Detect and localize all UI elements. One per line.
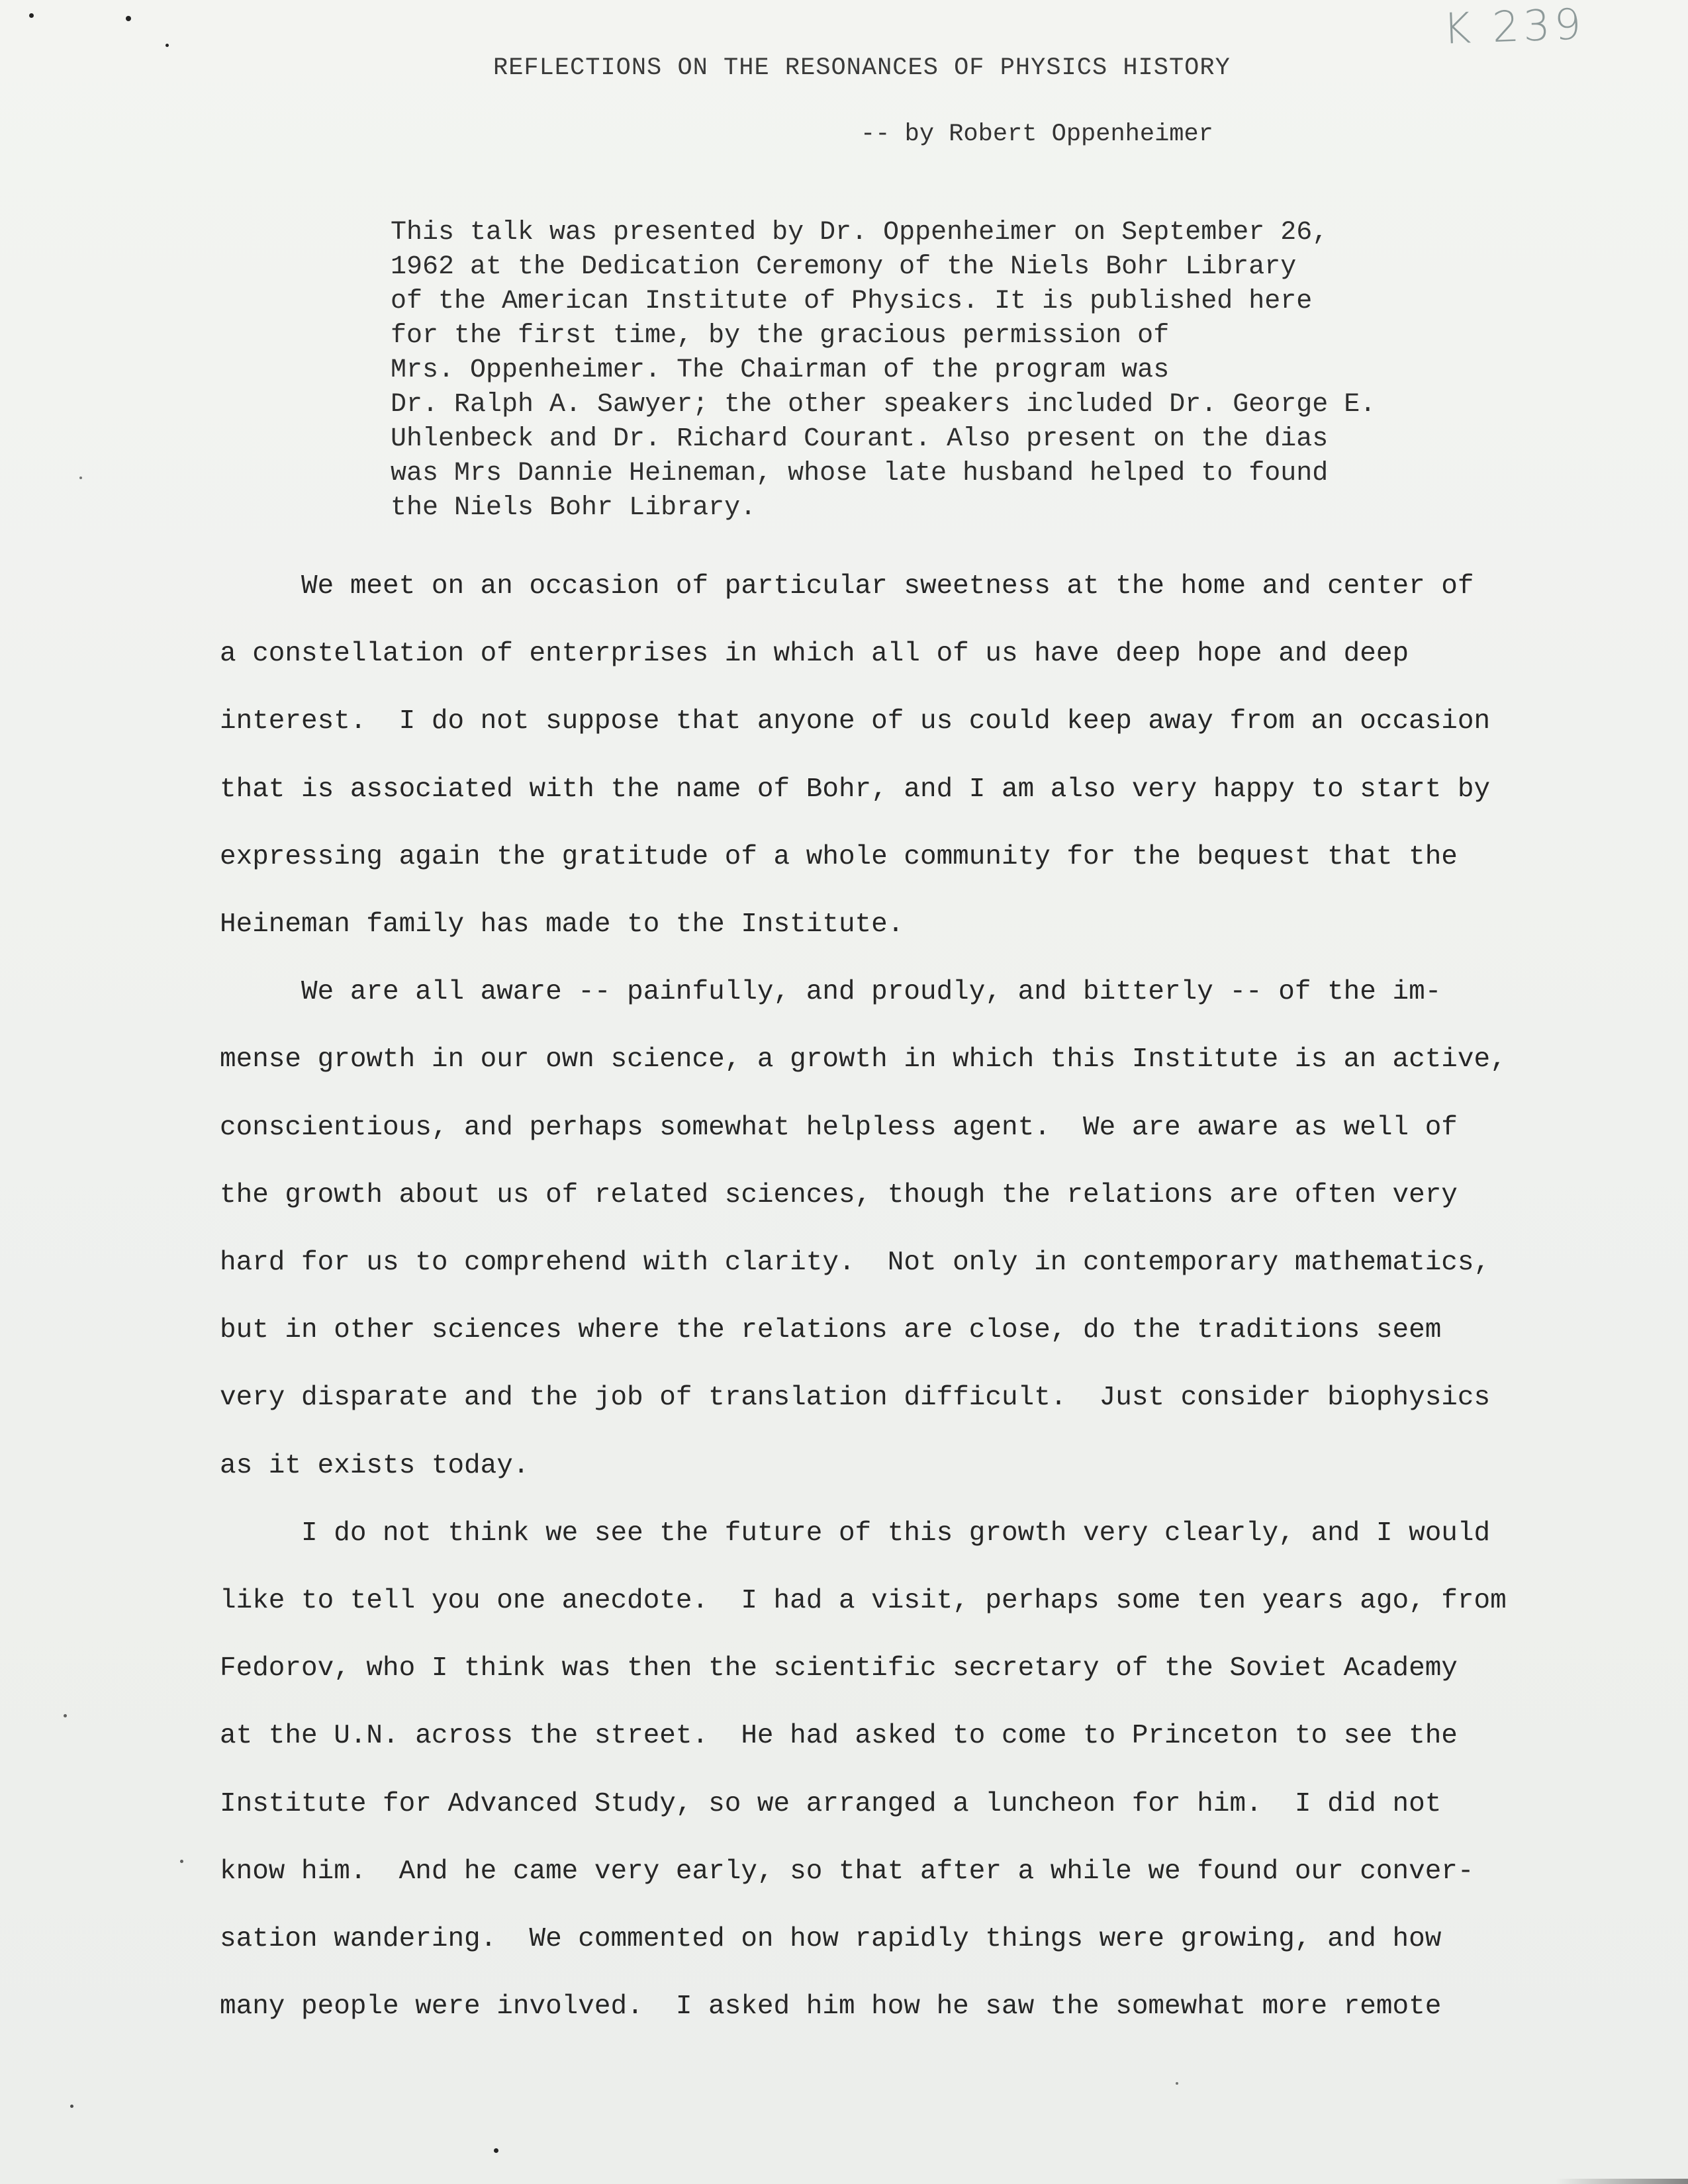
body-line: mense growth in our own science, a growth in which this Institute is an active, — [220, 1044, 1507, 1075]
body-line: many people were involved. I asked him how he saw the somewhat more remote — [220, 1991, 1442, 2023]
scan-speck — [126, 16, 131, 21]
handwritten-catalog-number: K 239 — [1442, 0, 1586, 54]
author-byline: -- by Robert Oppenheimer — [861, 120, 1213, 148]
body-line: know him. And he came very early, so that after a while we found our conver- — [220, 1856, 1474, 1887]
intro-line: This talk was presented by Dr. Oppenheimer on September 26, — [391, 218, 1329, 248]
intro-line: was Mrs Dannie Heineman, whose late husband helped to found — [391, 459, 1329, 488]
intro-line: Dr. Ralph A. Sawyer; the other speakers included Dr. George E. — [391, 390, 1376, 420]
body-line: expressing again the gratitude of a whole community for the bequest that the — [220, 841, 1458, 872]
body-line: Fedorov, who I think was then the scientific secretary of the Soviet Academy — [220, 1653, 1458, 1684]
document-title: REFLECTIONS ON THE RESONANCES OF PHYSICS HISTORY — [493, 54, 1231, 82]
body-line: as it exists today. — [220, 1450, 530, 1481]
body-line: but in other sciences where the relations are close, do the traditions seem — [220, 1315, 1442, 1346]
body-line: interest. I do not suppose that anyone of us could keep away from an occasion — [220, 706, 1491, 737]
intro-note — [391, 216, 1516, 525]
intro-line: Uhlenbeck and Dr. Richard Courant. Also present on the dias — [391, 424, 1329, 454]
body-line: at the U.N. across the street. He had asked to come to Princeton to see the — [220, 1721, 1458, 1752]
body-line: Institute for Advanced Study, so we arranged a luncheon for him. I did not — [220, 1788, 1442, 1819]
intro-line: Mrs. Oppenheimer. The Chairman of the program was — [391, 355, 1170, 385]
scan-speck — [1176, 2082, 1178, 2085]
intro-line: of the American Institute of Physics. It is published here — [391, 287, 1313, 316]
body-line: We meet on an occasion of particular sweetness at the home and center of — [220, 571, 1474, 602]
paragraph-3 — [220, 1500, 1557, 2041]
scan-speck — [79, 477, 82, 479]
scan-speck — [494, 2148, 498, 2153]
scan-speck — [29, 13, 34, 18]
body-line: very disparate and the job of translation difficult. Just consider biophysics — [220, 1383, 1491, 1414]
scan-speck — [180, 1860, 183, 1863]
intro-line: 1962 at the Dedication Ceremony of the Niels Bohr Library — [391, 252, 1297, 282]
body-line: conscientious, and perhaps somewhat helpless agent. We are aware as well of — [220, 1112, 1458, 1143]
paragraph-1 — [220, 553, 1557, 958]
scan-edge-shadow — [1556, 2179, 1688, 2184]
intro-line: the Niels Bohr Library. — [391, 493, 757, 523]
body-line: that is associated with the name of Bohr, and I am also very happy to start by — [220, 774, 1491, 805]
body-line: like to tell you one anecdote. I had a visit, perhaps some ten years ago, from — [220, 1586, 1507, 1617]
intro-line: for the first time, by the gracious permission of — [391, 321, 1170, 351]
scan-speck — [70, 2105, 73, 2108]
body-line: sation wandering. We commented on how rapidly things were growing, and how — [220, 1924, 1442, 1955]
body-line: I do not think we see the future of this growth very clearly, and I would — [220, 1518, 1491, 1549]
paragraph-2 — [220, 958, 1557, 1500]
body-line: hard for us to comprehend with clarity. Not only in contemporary mathematics, — [220, 1248, 1491, 1279]
body-line: the growth about us of related sciences, though the relations are often very — [220, 1179, 1458, 1210]
body-line: a constellation of enterprises in which all of us have deep hope and deep — [220, 639, 1409, 670]
scan-speck — [64, 1714, 67, 1717]
body-text — [220, 553, 1557, 2040]
scan-speck — [165, 44, 169, 47]
body-line: We are all aware -- painfully, and proudly, and bitterly -- of the im- — [220, 977, 1442, 1008]
body-line: Heineman family has made to the Institute. — [220, 909, 904, 940]
